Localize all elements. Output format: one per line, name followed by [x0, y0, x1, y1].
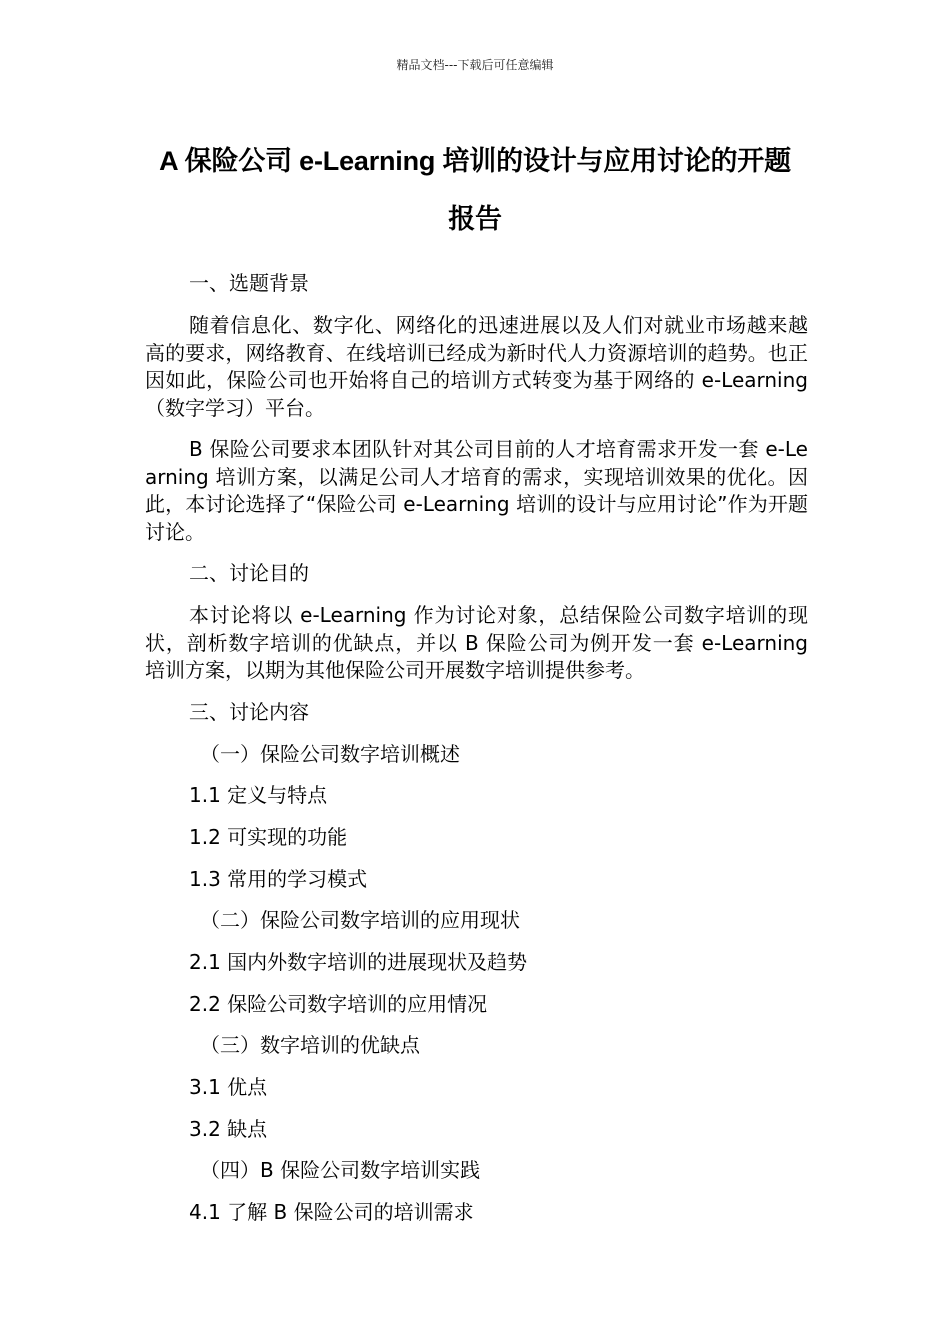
outline-item: （四）B 保险公司数字培训实践 [200, 1158, 481, 1183]
title-line-1: A 保险公司 e-Learning 培训的设计与应用讨论的开题 [159, 146, 791, 176]
document-body [145, 270, 808, 1241]
outline-item: 2.2 保险公司数字培训的应用情况 [189, 991, 488, 1016]
paragraph: 本讨论将以 e-Learning 作为讨论对象，总结保险公司数字培训的现状，剖析数字培训的优缺点，并以 B 保险公司为例开发一套 e-Learning 培训方案，以期为其他保险公司开展数字培训提供参考。 [145, 603, 808, 682]
section-heading-purpose: 二、讨论目的 [189, 561, 309, 585]
outline-item: （二）保险公司数字培训的应用现状 [200, 908, 520, 933]
outline-item: 1.3 常用的学习模式 [189, 866, 368, 891]
outline-item: （三）数字培训的优缺点 [200, 1033, 420, 1058]
paragraph: 随着信息化、数字化、网络化的迅速进展以及人们对就业市场越来越高的要求，网络教育、在线培训已经成为新时代人力资源培训的趋势。也正因如此，保险公司也开始将自己的培训方式转变为基于网络的 e-Learning（数字学习）平台。 [145, 313, 808, 420]
outline-item: 1.1 定义与特点 [189, 783, 328, 808]
outline-item: 3.2 缺点 [189, 1116, 268, 1141]
outline-list [145, 741, 808, 1241]
title-line-2: 报告 [448, 204, 502, 234]
outline-item: （一）保险公司数字培训概述 [200, 741, 460, 766]
section-heading-background: 一、选题背景 [189, 271, 309, 295]
document-title [130, 132, 820, 248]
section-heading-content: 三、讨论内容 [189, 699, 309, 724]
outline-item: 4.1 了解 B 保险公司的培训需求 [189, 1200, 474, 1225]
outline-item: 3.1 优点 [189, 1075, 268, 1099]
page-header-note: 精品文档---下载后可任意编辑 [396, 58, 554, 72]
paragraph: B 保险公司要求本团队针对其公司目前的人才培育需求开发一套 e-Learning 培训方案，以满足公司人才培育的需求，实现培训效果的优化。因此，本讨论选择了“保险公司 e-Learning 培训的设计与应用讨论”作为开题讨论。 [145, 437, 808, 544]
outline-item: 2.1 国内外数字培训的进展现状及趋势 [189, 949, 528, 974]
outline-item: 1.2 可实现的功能 [189, 824, 348, 849]
